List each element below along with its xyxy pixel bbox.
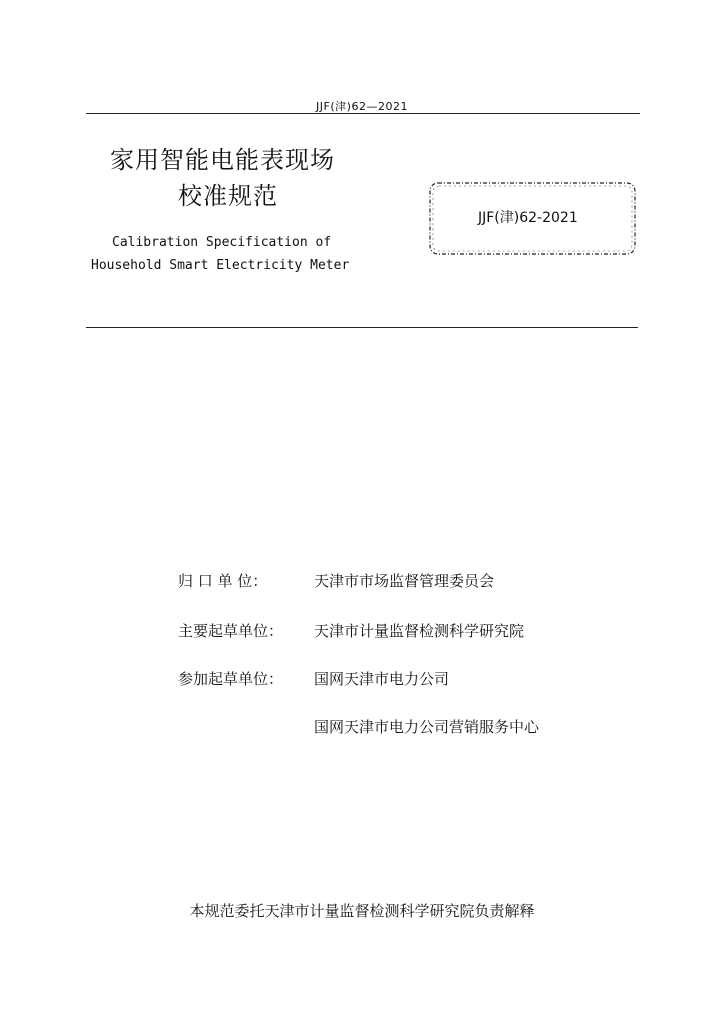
title-cn-line1: 家用智能电能表现场 bbox=[110, 146, 335, 174]
unit-row-participating-drafter bbox=[178, 668, 449, 689]
unit-value: 国网天津市电力公司营销服务中心 bbox=[314, 718, 540, 736]
unit-label: 主要起草单位： bbox=[178, 622, 284, 640]
unit-label: 参加起草单位： bbox=[178, 670, 284, 688]
header-code: JJF(津)62—2021 bbox=[316, 100, 408, 113]
title-cn-line2: 校准规范 bbox=[178, 182, 278, 210]
unit-label: 归 口 单 位： bbox=[178, 572, 268, 590]
title-en-line1: Calibration Specification of bbox=[112, 235, 332, 250]
code-box-text: JJF(津)62-2021 bbox=[478, 210, 578, 226]
header-rule bbox=[86, 113, 640, 114]
title-rule bbox=[86, 327, 638, 328]
title-en-line2: Household Smart Electricity Meter bbox=[91, 258, 350, 273]
unit-value: 天津市市场监督管理委员会 bbox=[314, 572, 495, 590]
unit-row-participating-drafter-2 bbox=[314, 716, 539, 737]
unit-value: 国网天津市电力公司 bbox=[314, 670, 450, 688]
unit-row-responsible bbox=[178, 570, 494, 591]
unit-row-main-drafter bbox=[178, 620, 524, 641]
footer-note: 本规范委托天津市计量监督检测科学研究院负责解释 bbox=[189, 902, 535, 920]
unit-value: 天津市计量监督检测科学研究院 bbox=[314, 622, 525, 640]
